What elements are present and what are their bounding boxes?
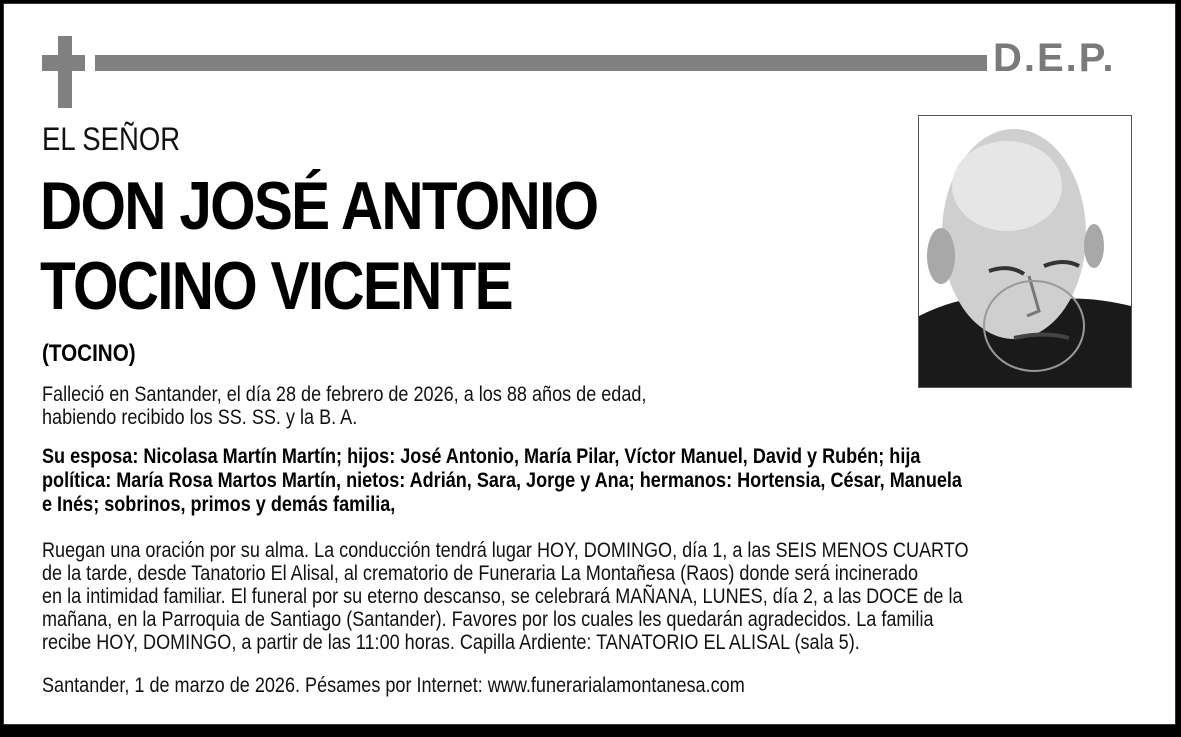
cross-icon-vertical: [58, 36, 72, 108]
honorific: EL SEÑOR: [42, 121, 181, 157]
death-info-line: Falleció en Santander, el día 28 de febrero de 2026, a los 88 años de edad,: [42, 383, 647, 406]
deceased-nickname: (TOCINO): [42, 340, 136, 367]
portrait-image: [919, 116, 1131, 387]
death-info-line: habiendo recibido los SS. SS. y la B. A.: [42, 406, 358, 429]
deceased-name-line1: DON JOSÉ ANTONIO: [40, 168, 598, 244]
dep-label: D.E.P.: [993, 36, 1116, 80]
footer-line: Santander, 1 de marzo de 2026. Pésames por Internet: www.funerarialamontanesa.com: [42, 674, 745, 697]
header-rule: [95, 55, 987, 71]
family-line: Su esposa: Nicolasa Martín Martín; hijos: José Antonio, María Pilar, Víctor Manuel, David y Rubén; hija: [42, 445, 921, 468]
cross-icon-horizontal: [42, 55, 85, 71]
ceremony-line: recibe HOY, DOMINGO, a partir de las 11:00 horas. Capilla Ardiente: TANATORIO EL ALISAL (sala 5).: [42, 631, 860, 654]
portrait-photo: [918, 115, 1132, 388]
ceremony-line: en la intimidad familiar. El funeral por su eterno descanso, se celebrará MAÑANA, LUNES, día 2, a las DOCE de la: [42, 585, 963, 608]
family-line: política: María Rosa Martos Martín, nietos: Adrián, Sara, Jorge y Ana; hermanos: Hortensia, César, Manuela: [42, 469, 962, 492]
family-line: e Inés; sobrinos, primos y demás familia,: [42, 493, 396, 516]
ceremony-line: de la tarde, desde Tanatorio El Alisal, al crematorio de Funeraria La Montañesa (Raos) donde será incinerado: [42, 562, 919, 585]
ceremony-line: Ruegan una oración por su alma. La conducción tendrá lugar HOY, DOMINGO, día 1, a las SEIS MENOS CUARTO: [42, 539, 969, 562]
ceremony-line: mañana, en la Parroquia de Santiago (Santander). Favores por los cuales les quedarán agradecidos. La familia: [42, 608, 934, 631]
bottom-border: [0, 727, 1181, 737]
deceased-name-line2: TOCINO VICENTE: [40, 248, 512, 324]
